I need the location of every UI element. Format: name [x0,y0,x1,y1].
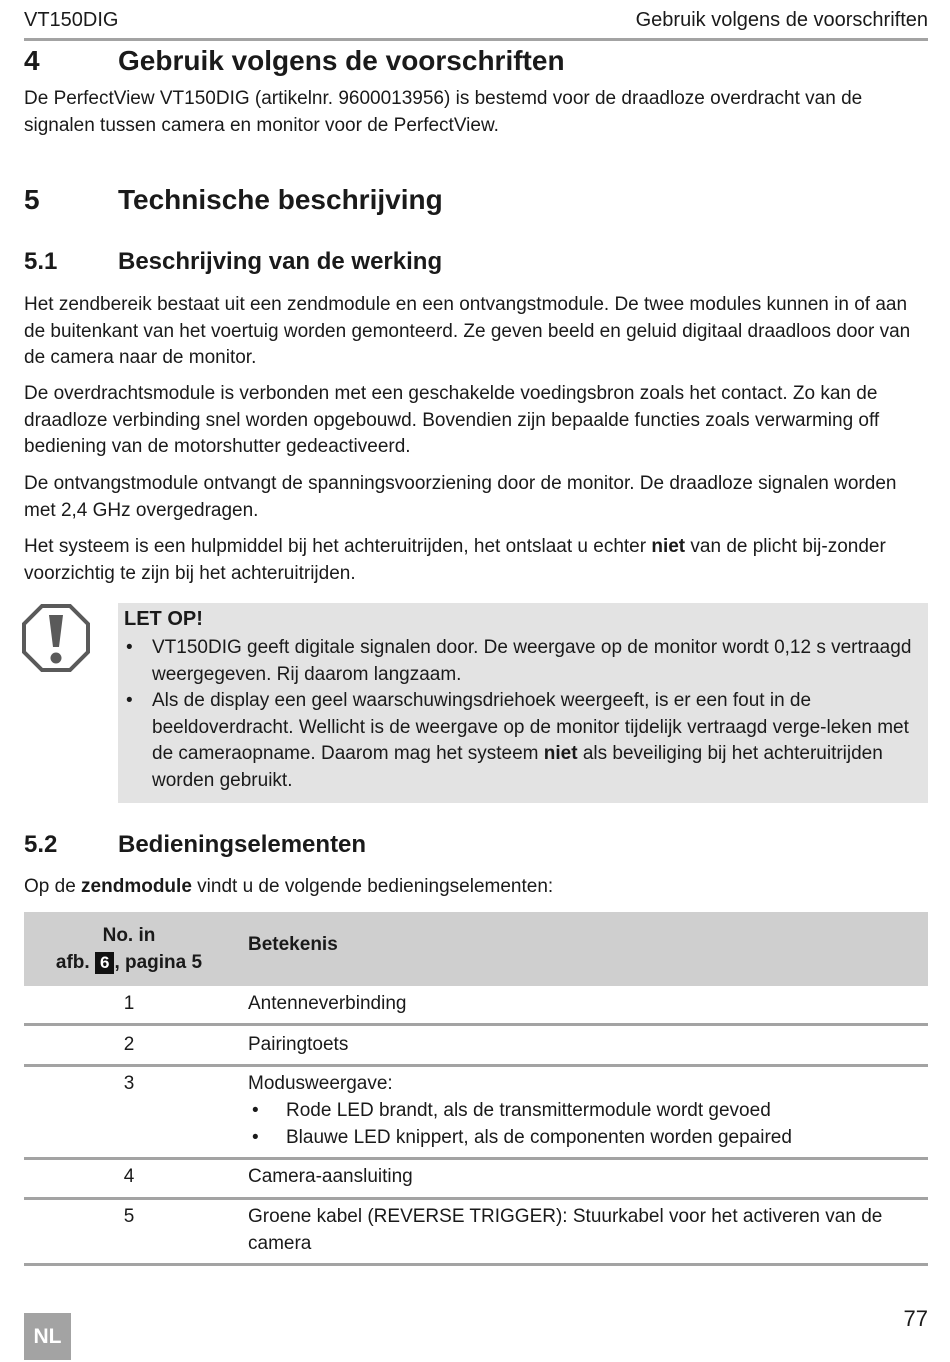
header-model: VT150DIG [24,9,119,31]
row-bullet-item [248,1097,928,1124]
manual-page [24,0,928,1362]
row-bullet-item [248,1124,928,1151]
note-item [124,635,924,688]
note-item-text: VT150DIG geeft digitale signalen door. De weergave op de monitor wordt 0,12 s vertraagd weergegeven. Rij daarom langzaam. [152,637,912,685]
figure-ref-suffix: , pagina 5 [114,952,203,973]
figure-ref-prefix: afb. [55,952,95,973]
figure-number-badge: 6 [95,952,114,974]
section-title: Gebruik volgens de voorschriften [118,45,565,76]
intro-end: vindt u de volgende bedieningselementen: [191,876,554,897]
row-bullet-text: Blauwe LED knippert, als de componenten worden gepaired [286,1127,792,1148]
paragraph-1: Het zendbereik bestaat uit een zendmodule en een ontvangstmodule. De twee modules kunnen in of aan de buitenkant van het voertuig worden gemonteerd. Ze geven beeld en geluid digitaal draadloos door van de camera naar de monitor. [24,294,911,368]
row-description: Antenneverbinding [248,993,407,1014]
paragraph-4 [24,534,928,587]
header-divider [24,38,928,41]
row-description: Camera-aansluiting [248,1166,413,1187]
paragraph-2: De overdrachtsmodule is verbonden met een geschakelde voedingsbron zoals het contact. Zo kan de draadloze verbinding snel worden opgebouwd. Bovendien zijn bepaalde functies zoals verwarming off bediening van de motorshutter gedeactiveerd. [24,383,880,457]
section-title: Beschrijving van de werking [118,248,443,275]
note-item [124,688,924,794]
row-number: 5 [123,1206,135,1227]
bullet: • [126,690,133,711]
row-bullet-text: Rode LED brandt, als de transmittermodule wordt gevoed [286,1100,771,1121]
section-number: 4 [24,45,40,76]
section-number: 5.2 [24,831,58,858]
section-title: Technische beschrijving [118,184,443,215]
row-description: Pairingtoets [248,1034,349,1055]
table-header [24,912,928,986]
section-number: 5 [24,184,40,215]
emphasis-zendmodule: zendmodule [81,876,192,897]
column-header-line1: No. in [102,925,156,946]
row-divider [24,1023,928,1026]
exclamation-octagon-icon [21,603,91,673]
row-divider [24,1197,928,1200]
page-number: 77 [903,1306,928,1331]
note-item-text-end: als beveiliging bij het achteruitrijden worden gebruikt. [152,743,883,791]
section-title: Bedieningselementen [118,831,367,858]
note-list [124,635,924,794]
paragraph-3: De ontvangstmodule ontvangt de spanningsvoorziening door de monitor. De draadloze signalen worden met 2,4 GHz overgedragen. [24,473,897,521]
bullet: • [126,637,133,658]
bullet: • [252,1100,259,1121]
paragraph-4-end: van de plicht bij-zonder voorzichtig te zijn bij het achteruitrijden. [24,536,886,584]
header-chapter: Gebruik volgens de voorschriften [635,9,928,31]
language-badge: NL [24,1313,71,1360]
section-number: 5.1 [24,248,58,275]
table-bottom-rule [24,1263,928,1266]
row-description: Groene kabel (REVERSE TRIGGER): Stuurkabel voor het activeren van de camera [248,1206,883,1254]
row-description-text: Modusweergave: [248,1073,393,1094]
column-header-meaning: Betekenis [248,934,338,955]
emphasis-niet: niet [651,536,686,557]
intro-start: Op de [24,876,82,897]
row-number: 2 [123,1034,135,1055]
running-header [24,9,928,39]
column-header-line2 [24,949,234,976]
emphasis-niet: niet [543,743,578,764]
controls-intro [24,874,928,901]
row-description [248,1070,928,1151]
column-header-number [24,922,234,976]
row-number: 3 [123,1073,135,1094]
row-bullet-list [248,1097,928,1151]
bullet: • [252,1127,259,1148]
row-divider [24,1064,928,1067]
note-item-text-start: Als de display een geel waarschuwingsdriehoek weergeeft, is er een fout in de beeldoverdracht. Wellicht is de weergave op de monitor tijdelijk vertraagd verge-leken met de cameraopname. Daarom mag het systeem [152,690,909,764]
row-number: 1 [123,993,135,1014]
section-4-text: De PerfectView VT150DIG (artikelnr. 9600013956) is bestemd voor de draadloze overdracht van de signalen tussen camera en monitor voor de PerfectView. [24,88,863,136]
paragraph-4-start: Het systeem is een hulpmiddel bij het achteruitrijden, het ontslaat u echter [24,536,652,557]
caution-note [118,603,928,803]
note-title: LET OP! [124,608,203,630]
row-divider [24,1157,928,1160]
row-number: 4 [123,1166,135,1187]
